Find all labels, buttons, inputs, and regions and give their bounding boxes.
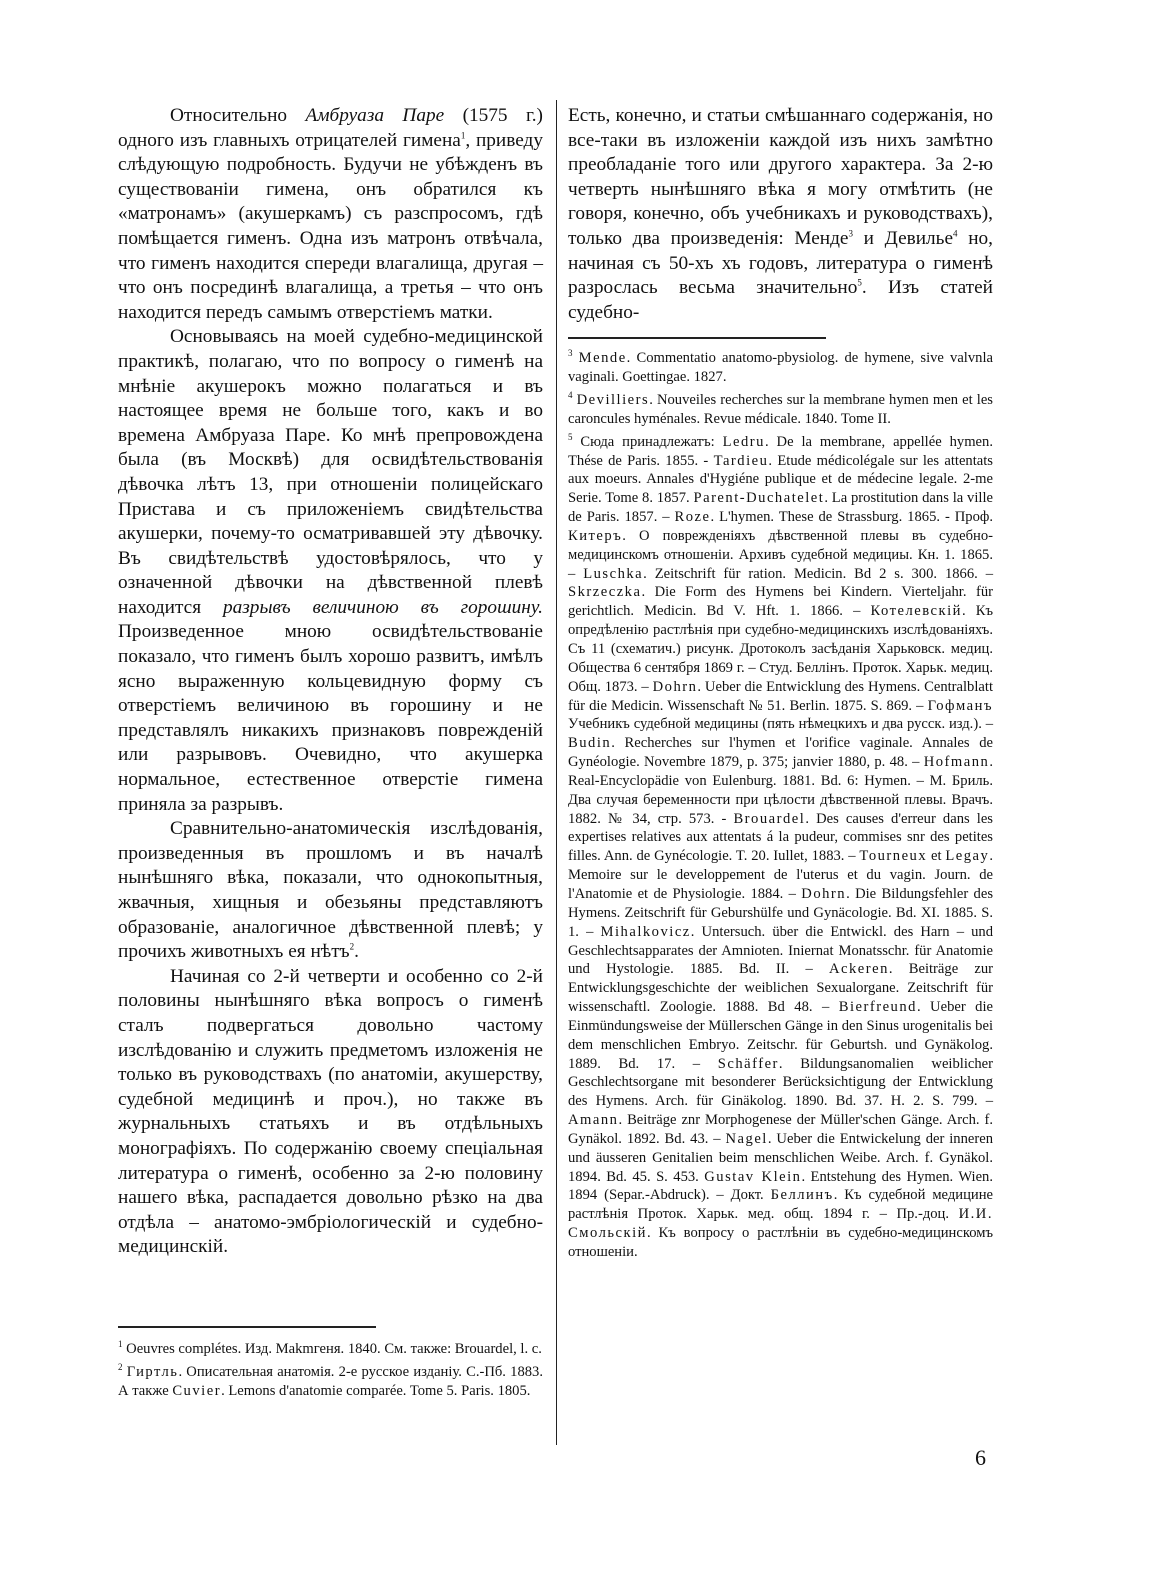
footnote-marker: 1	[460, 130, 466, 141]
paragraph: Сравнительно-анатомическія изслѣдованія, произведенныя въ прошломъ и въ началѣ нынѣшняго вѣка, показали, что однокопытныя, жвачныя, хищныя и обезьяны представляютъ образованіе, аналогичное дѣвственной плевѣ; у прочихъ животныхъ ея нѣтъ$^2$.	[118, 818, 543, 963]
author-name: Legay	[945, 848, 990, 865]
author-name: Mihalkovicz	[600, 923, 691, 940]
paragraph: Основываясь на моей судебно-медицинской практикѣ, полагаю, что по вопросу о гименѣ на мнѣніе акушерокъ можно полагаться и въ настоящее время не больше того, какъ и во времена Амбруаза Паре. Ко мнѣ препровождена была (въ Москвѣ) для освидѣтельствованія дѣвочка лѣтъ 13, при отношеніи полицейскаго Пристава и съ приложеніемъ свидѣтельства акушерки, почему-то осматривавшей эту дѣвочку. Въ свидѣтельствѣ удостовѣрялось, что у означенной дѣвочки на дѣвственной плевѣ находится разрывъ величиною въ горошину. Произведенное мною освидѣтельствованіе показало, что гименъ былъ хорошо развитъ, имѣлъ ясно выраженную кольцевидную форму съ отверстіемъ величиною въ горошину и не представлялъ никакихъ признаковъ поврежденій или разрывовъ. Очевидно, что акушерка нормальное, естественное отверстіе гимена приняла за разрывъ.	[118, 326, 543, 815]
author-name: Tardieu	[713, 452, 769, 469]
footnote-marker: 5	[568, 431, 573, 442]
author-name: Гофманъ	[927, 697, 993, 714]
column-divider	[556, 100, 557, 1445]
author-name: Китеръ	[568, 527, 623, 544]
right-footnotes	[568, 349, 993, 1262]
footnote-marker: 3	[568, 348, 573, 359]
italic-text: разрывъ величиною въ горошину.	[223, 596, 543, 618]
paragraph: Относительно Амбруаза Паре (1575 г.) одного изъ главныхъ отрицателей гимена$^1$, приведу слѣдующую подробность. Будучи не убѣжденъ въ существованіи гимена, онъ обратился къ «матронамъ» (акушеркамъ) съ разспросомъ, гдѣ помѣщается гименъ. Одна изъ матронъ отвѣчала, что гименъ находится спереди влагалища, другая – что онъ посрединѣ влагалища, а третья – что онъ находится передъ самымъ отверстіемъ матки.	[118, 105, 543, 323]
footnote: $^1$ Oeuvres complétes. Изд. Makmгеня. 1840. См. также: Brouardel, l. c.	[118, 1339, 542, 1357]
footnote-marker: 2	[118, 1361, 123, 1372]
italic-text: Амбруаза Паре	[305, 105, 445, 126]
right-column	[568, 104, 993, 1266]
footnote: $^5$ Сюда принадлежатъ: Ledru. De la membrane, appellée hymen. Thése de Paris. 1855. - Tardieu. Etude médicolégale sur les attentats aux moeurs. Annales d'Hygiéne publique et de médecine legale. 2-me Serie. Tome 8. 1857. Parent-Duchatelet. La prostitution dans la ville de Paris. 1857. – Roze. L'hymen. These de Strassburg. 1865. - Проф. Китеръ. О поврежденіяхъ дѣвственной плевы въ судебно-медицинскомъ отношеніи. Архивъ судебной медициы. Кн. 1. 1865. – Luschka. Zeitschrift für ration. Medicin. Bd 2 s. 300. 1866. – Skrzeczka. Die Form des Hymens bei Kindern. Vierteljahr. für gerichtlich. Medicin. Bd V. Hft. 1. 1866. – Котелевскій. Къ опредѣленію растлѣнія при судебно-медицинскихъ изслѣдованіяхъ. Съ 11 (схематич.) рисунк. Дротоколъ засѣданія Харьковск. медиц. Общества 6 сентября 1869 г. – Студ. Беллінъ. Проток. Харьк. медиц. Общ. 1873. – Dohrn. Ueber die Entwicklung des Hymens. Centralblatt für die Medicin. Wissenschaft № 51. Berlin. 1875. S. 869. – Гофманъ Учебникъ судебной медицины (пять нѣмецкихъ и два русск. изд.). – Budin. Recherches sur l'hymen et l'orifice vaginale. Annales de Gynéologie. Novembre 1879, p. 375; janvier 1880, p. 48. – Hofmann. Real-Encyclopädie von Eulenburg. 1881. Bd. 6: Hymen. – М. Бриль. Два случая беременности при цѣлости дѣвственной плевы. Врачъ. 1882. № 34, стр. 573. - Brouardel. Des causes d'erreur dans les expertises relatives aux attentats á la pudeur, commises snr des petites filles. Ann. de Gynécologie. T. 20. Iullet, 1883. – Tourneux et Legay. Memoire sur le developpement de l'uterus et du vagin. Journ. de l'Anatomie et de Physiologie. 1884. – Dohrn. Die Bildungsfehler des Hymens. Zeitschrift für Geburshülfe und Gynäcologie. Bd. XI. 1885. S. 1. – Mihalkovicz. Untersuch. über die Entwickl. des Harn – und Geschlechtsapparates der Amnioten. Iniernat Monatsschr. für Anatomie und Hystologie. 1885. Bd. II. – Ackeren. Beiträge zur Entwicklungsgeschichte der weiblichen Sexualorgane. Zeitschrift für wissenschaftl. Zoologie. 1888. Bd 48. – Bierfreund. Ueber die Einmündungsweise der Müllerschen Gänge in den Sinus urogenitalis bei dem menschlichen Embryo. Zeitschr. für Geburtsh. und Gynäkolog. 1889. Bd. 17. – Schäffer. Bildungsanomalien weiblicher Geschlechtsorgane mit besonderer Berücksichtigung der Entwicklung des Hymens. Arch. für Ginäkolog. 1890. Bd. 37. H. 2. S. 799. – Amann. Beiträge znr Morphogenese der Müller'schen Gänge. Arch. f. Gynäkol. 1892. Bd. 43. – Nagel. Ueber die Entwickelung der inneren und äusseren Genitalien beim menschlichen Weibe. Arch. f. Gynäkol. 1894. Bd. 45. S. 453. Gustav Klein. Entstehung des Hymen. Wien. 1894 (Separ.-Abdruck). – Докт. Беллинъ. Къ судебной медицине растлѣнія Проток. Харьк. мед. общ. 1894 г. – Пр.-доц. И.И. Смольскій. Къ вопросу о растлѣніи въ судебно-медицинскомъ отношеніи.	[568, 431, 994, 1260]
footnote-rule	[568, 337, 826, 339]
author-name: Luschka	[583, 565, 644, 582]
author-name: Amann	[568, 1112, 619, 1129]
left-footnotes	[118, 1340, 543, 1405]
footnote-marker: 1	[118, 1339, 123, 1350]
author-name: Schäffer	[717, 1055, 779, 1072]
author-name: Cuvier	[172, 1382, 222, 1399]
author-name: Devilliers	[576, 392, 650, 409]
author-name: Ledru	[722, 433, 765, 450]
author-name: Budin	[568, 735, 612, 752]
author-name: Dohrn	[652, 678, 698, 695]
footnote: $^3$ Mende. Commentatio anatomo-pbysiolog. de hymene, sive valvnla vaginali. Goettingae. 1827.	[568, 348, 993, 386]
author-name: Bierfreund	[838, 999, 917, 1016]
author-name: Гиртль	[126, 1363, 179, 1380]
footnote-marker: 2	[349, 941, 355, 952]
paragraph: Есть, конечно, и статьи смѣшаннаго содержанія, но все-таки въ изложеніи каждой изъ нихъ замѣтно преобладаніе того или другого характера. За 2-ю четверть нынѣшняго вѣка я могу отмѣтить (не говоря, конечно, объ учебникахъ и руководствахъ), только два произведенія: Менде$^3$ и Девилье$^4$ но, начиная съ 50-хъ хъ годовъ, литература о гименѣ разрослась весьма значительно$^5$. Изъ статей судебно-	[568, 105, 993, 323]
author-name: Беллинъ	[770, 1187, 834, 1204]
author-name: Skrzeczka	[568, 584, 642, 601]
author-name: Gustav Klein	[704, 1168, 802, 1185]
paragraph: Начиная со 2-й четверти и особенно со 2-й половины нынѣшняго вѣка вопросъ о гименѣ сталъ подвергаться довольно частому изслѣдованію и служить предметомъ изложенія не только въ руководствахъ (по анатоміи, акушерству, судебной медицинѣ и проч.), но также въ журнальныхъ статьяхъ и въ отдѣльныхъ монографіяхъ. По содержанію своему спеціальная литература о гименѣ, особенно за 2-ю половину нашего вѣка, распадается довольно рѣзко на два отдѣла – анатомо-эмбріологическій и судебно-медицинскій.	[118, 965, 543, 1258]
footnote-marker: 5	[857, 277, 862, 288]
footnote: $^4$ Devilliers. Nouveiles recherches sur la membrane hymen men et les caroncules hyménales. Revue médicale. 1840. Tome II.	[568, 390, 993, 427]
author-name: Котелевскій	[870, 603, 962, 620]
author-name: Mende	[578, 350, 627, 367]
footnote-marker: 4	[568, 390, 573, 401]
author-name: Tourneux	[859, 848, 928, 865]
footnote-marker: 4	[953, 228, 958, 239]
author-name: Hofmann	[923, 754, 990, 771]
page-number: 6	[975, 1445, 986, 1470]
footnote-rule	[118, 1326, 376, 1328]
author-name: Ackeren	[828, 961, 889, 978]
footnote-marker: 3	[848, 228, 853, 239]
author-name: Parent-Duchatelet	[693, 490, 825, 507]
author-name: И.И. Смольскій	[568, 1206, 993, 1242]
footnote: $^2$ Гиртль. Описательная анатомія. 2-е русское изданіу. С.-Пб. 1883. А также Cuvier. Lemons d'anatomie comparée. Tome 5. Paris. 1805.	[118, 1361, 543, 1399]
author-name: Roze	[674, 509, 711, 526]
author-name: Dohrn	[801, 885, 847, 902]
author-name: Nagel	[725, 1130, 768, 1147]
left-column	[118, 104, 543, 1260]
author-name: Brouardel	[733, 810, 806, 827]
